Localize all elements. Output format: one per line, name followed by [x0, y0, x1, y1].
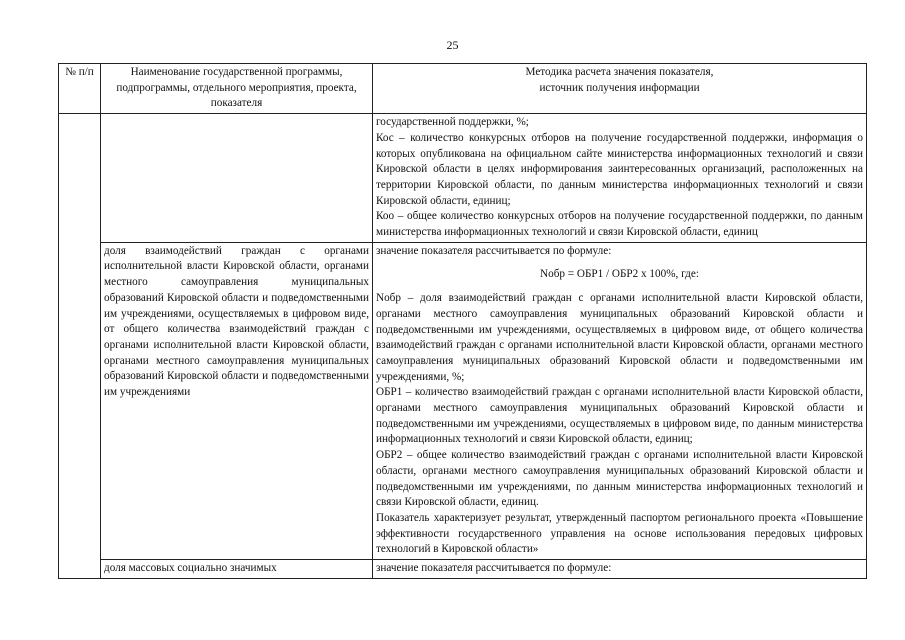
table-row — [59, 242, 867, 559]
method-paragraph: государственной поддержки, %; — [376, 116, 529, 129]
header-methodology-line2: источник получения информации — [539, 81, 700, 94]
row-method-cell — [373, 242, 867, 559]
table-row — [59, 560, 867, 579]
row-number-cell — [59, 114, 101, 579]
indicator-methodology-table — [58, 63, 867, 579]
header-number: № п/п — [59, 64, 101, 114]
method-formula: Nобр = ОБР1 / ОБР2 x 100%, где: — [540, 268, 699, 281]
method-paragraph: Показатель характеризует результат, утвержденный паспортом регионального проекта «Повышение эффективности государственного управления на основе использования передовых цифровых технологий в Кировской области» — [376, 511, 863, 556]
header-program-name: Наименование государственной программы, подпрограммы, отдельного мероприятия, проекта, показателя — [101, 64, 373, 114]
method-intro: значение показателя рассчитывается по формуле: — [376, 244, 612, 257]
method-paragraph: Коо – общее количество конкурсных отборов на получение государственной поддержки, по данным министерства информационных технологий и связи Кировской области, единиц — [376, 210, 863, 239]
method-paragraph: Nобр – доля взаимодействий граждан с органами исполнительной власти Кировской области, органами местного самоуправления муниципальных образований Кировской области и подведомственными им учреждениями, осуществляемых в цифровом виде, от общего количества взаимодействий граждан с органами исполнительной власти Кировской области, органами местного самоуправления муниципальных образований Кировской области и подведомственными им учреждениями, %; — [376, 292, 863, 383]
row-name-cell: доля взаимодействий граждан с органами исполнительной власти Кировской области, органами местного самоуправления муниципальных образований Кировской области и подведомственными им учреждениями, осуществляемых в цифровом виде, от общего количества взаимодействий граждан с органами исполнительной власти Кировской области, органами местного самоуправления муниципальных образований Кировской области и подведомственными им учреждениями — [101, 242, 373, 559]
page-number: 25 — [446, 38, 459, 52]
header-methodology — [373, 64, 867, 114]
method-paragraph: ОБР2 – общее количество взаимодействий граждан с органами исполнительной власти Кировской области, органами местного самоуправления муниципальных образований Кировской области и подведомственными им учреждениями, по данным министерства информационных технологий и связи Кировской области, единиц. — [376, 449, 863, 509]
table-header-row — [59, 64, 867, 114]
row-method-cell — [373, 114, 867, 243]
row-method-cell — [373, 560, 867, 579]
row-name-cell: доля массовых социально значимых — [101, 560, 373, 579]
header-methodology-line1: Методика расчета значения показателя, — [525, 66, 714, 78]
table-row — [59, 114, 867, 243]
row-name-cell — [101, 114, 373, 243]
method-paragraph: ОБР1 – количество взаимодействий граждан с органами исполнительной власти Кировской области, органами местного самоуправления муниципальных образований Кировской области и подведомственными им учреждениями, осуществляемых в цифровом виде, по данным министерства информационных технологий и связи Кировской области, единиц; — [376, 386, 863, 446]
method-intro: значение показателя рассчитывается по формуле: — [376, 562, 612, 575]
method-paragraph: Кос – количество конкурсных отборов на получение государственной поддержки, информация о которых опубликована на официальном сайте министерства информационных технологий и связи Кировской области в целях информирования заинтересованных организаций, расположенных на территории Кировской области, по данным министерства информационных технологий и связи Кировской области, единиц; — [376, 131, 863, 207]
